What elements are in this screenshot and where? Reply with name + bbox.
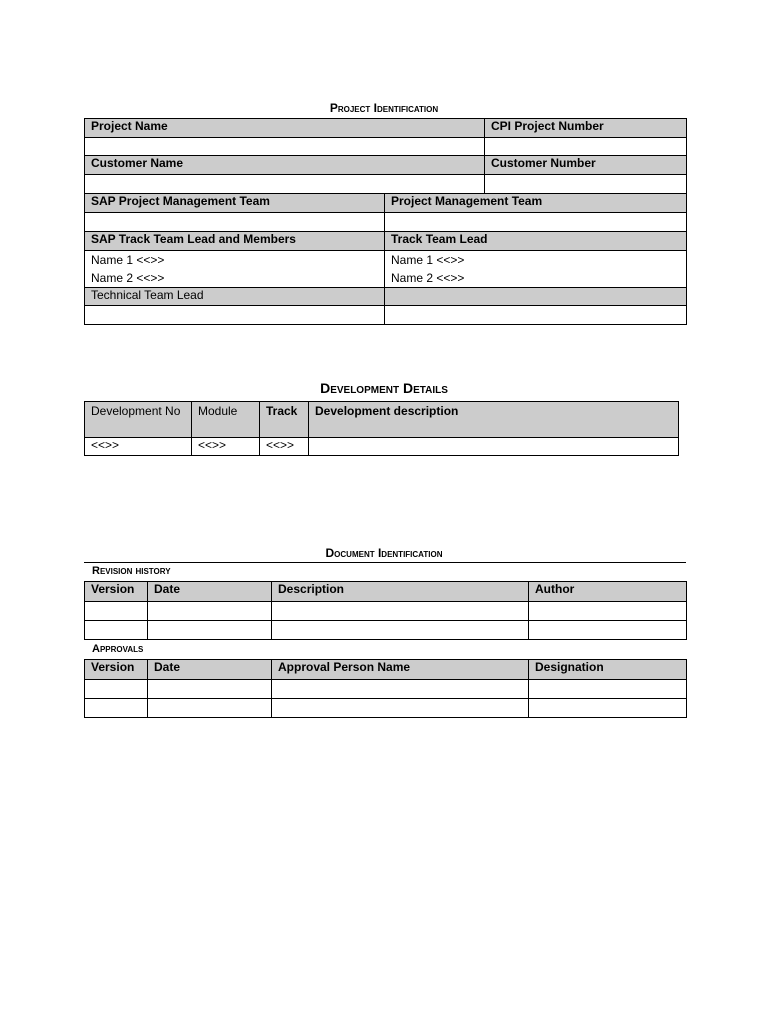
pm-team-field[interactable]	[385, 213, 687, 232]
approval-cell[interactable]	[272, 680, 529, 699]
track-cell[interactable]: <<>>	[260, 438, 309, 456]
revision-cell[interactable]	[148, 602, 272, 621]
revision-cell[interactable]	[272, 621, 529, 640]
revision-cell[interactable]	[529, 621, 687, 640]
customer-number-field[interactable]	[485, 175, 687, 194]
approval-cell[interactable]	[272, 699, 529, 718]
customer-number-label: Customer Number	[485, 156, 687, 175]
module-header: Module	[192, 402, 260, 438]
module-cell[interactable]: <<>>	[192, 438, 260, 456]
project-name-label: Project Name	[85, 119, 485, 138]
lead-name-1: Name 1 <<>>	[391, 253, 465, 267]
development-details-table	[84, 401, 679, 456]
project-identification-table	[84, 118, 687, 325]
customer-name-label: Customer Name	[85, 156, 485, 175]
sap-pm-team-label: SAP Project Management Team	[85, 194, 385, 213]
approval-cell[interactable]	[85, 699, 148, 718]
development-description-header: Development description	[309, 402, 679, 438]
revision-cell[interactable]	[272, 602, 529, 621]
track-team-lead-cell[interactable]	[385, 251, 687, 288]
lead-name-2: Name 2 <<>>	[391, 271, 465, 285]
approvals-table	[84, 659, 687, 718]
track-team-lead-label: Track Team Lead	[385, 232, 687, 251]
approval-cell[interactable]	[148, 699, 272, 718]
pm-team-label: Project Management Team	[385, 194, 687, 213]
development-description-cell[interactable]	[309, 438, 679, 456]
document-identification-title: Document Identification	[325, 546, 443, 560]
approval-version-header: Version	[85, 660, 148, 680]
revision-history-table	[84, 581, 687, 640]
approval-cell[interactable]	[85, 680, 148, 699]
customer-name-field[interactable]	[85, 175, 485, 194]
revision-version-header: Version	[85, 582, 148, 602]
technical-team-lead-field-right[interactable]	[385, 306, 687, 325]
approval-date-header: Date	[148, 660, 272, 680]
revision-cell[interactable]	[148, 621, 272, 640]
revision-author-header: Author	[529, 582, 687, 602]
track-header: Track	[260, 402, 309, 438]
revision-cell[interactable]	[529, 602, 687, 621]
revision-history-label: Revision history	[92, 565, 171, 577]
project-identification-title: Project Identification	[329, 101, 439, 115]
approval-designation-header: Designation	[529, 660, 687, 680]
revision-cell[interactable]	[85, 602, 148, 621]
sap-track-team-label: SAP Track Team Lead and Members	[85, 232, 385, 251]
sap-track-members-cell[interactable]	[85, 251, 385, 288]
cpi-project-number-field[interactable]	[485, 138, 687, 156]
development-no-header: Development No	[85, 402, 192, 438]
technical-team-lead-header-blank	[385, 288, 687, 306]
technical-team-lead-field[interactable]	[85, 306, 385, 325]
revision-description-header: Description	[272, 582, 529, 602]
sap-pm-team-field[interactable]	[85, 213, 385, 232]
member-name-1: Name 1 <<>>	[91, 253, 165, 267]
approval-person-name-header: Approval Person Name	[272, 660, 529, 680]
technical-team-lead-label: Technical Team Lead	[85, 288, 385, 306]
document-identification-rule	[84, 562, 686, 563]
development-details-title: Development Details	[320, 380, 448, 396]
development-no-cell[interactable]: <<>>	[85, 438, 192, 456]
project-name-field[interactable]	[85, 138, 485, 156]
approval-cell[interactable]	[148, 680, 272, 699]
revision-cell[interactable]	[85, 621, 148, 640]
approvals-label: Approvals	[92, 643, 144, 655]
cpi-project-number-label: CPI Project Number	[485, 119, 687, 138]
approval-cell[interactable]	[529, 680, 687, 699]
approval-cell[interactable]	[529, 699, 687, 718]
member-name-2: Name 2 <<>>	[91, 271, 165, 285]
revision-date-header: Date	[148, 582, 272, 602]
